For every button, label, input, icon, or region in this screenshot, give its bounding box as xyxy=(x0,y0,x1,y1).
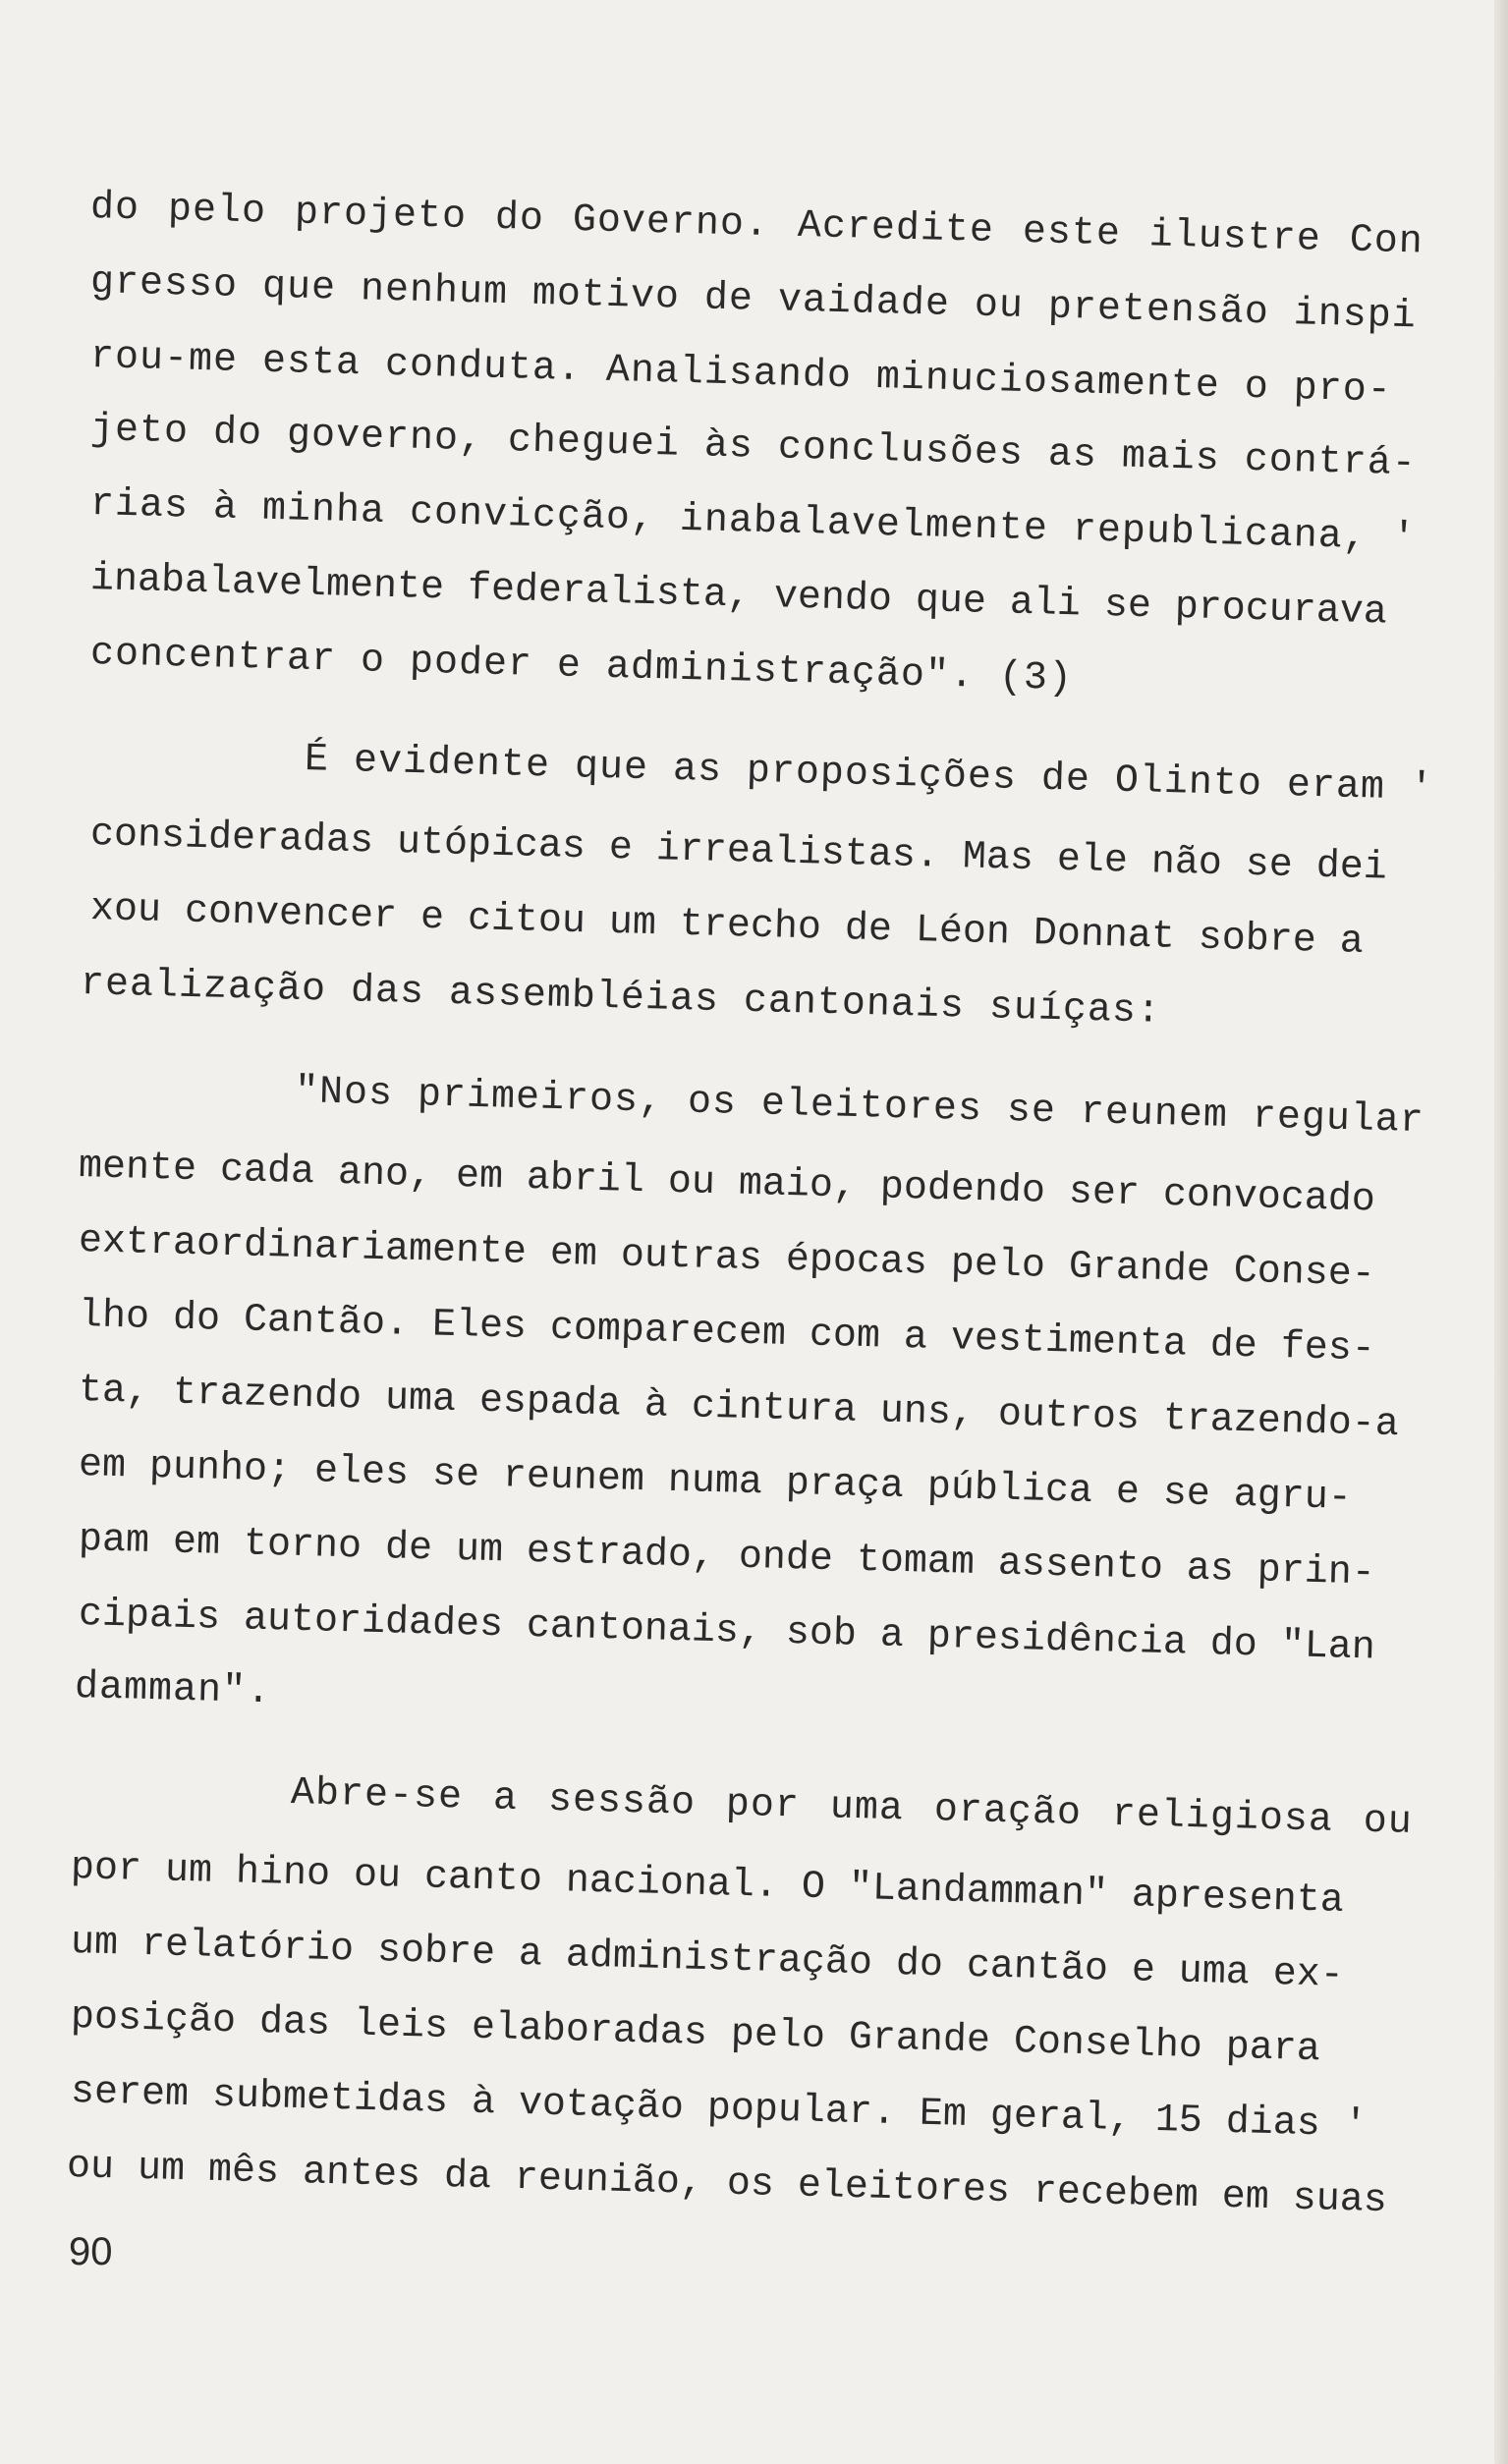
text-line: cipais autoridades cantonais, sob a presidência do "Lan xyxy=(78,1593,1376,1671)
text-line: ta, trazendo uma espada à cintura uns, outros trazendo-a xyxy=(78,1369,1400,1448)
text-line: ou um mês antes da reunião, os eleitores recebem em suas xyxy=(66,2145,1388,2224)
text-line: em punho; eles se reunem numa praça pública e se agru- xyxy=(78,1443,1353,1521)
text-line: mente cada ano, em abril ou maio, podendo ser convocado xyxy=(78,1145,1376,1223)
text-line: É evidente que as proposições de Olinto eram ' xyxy=(304,738,1435,812)
text-line: serem submetidas à votação popular. Em geral, 15 dias ' xyxy=(70,2070,1368,2149)
text-line: por um hino ou canto nacional. O "Landamman" apresenta xyxy=(70,1846,1345,1924)
text-line: "Nos primeiros, os eleitores se reunem regular xyxy=(294,1070,1425,1145)
text-line: rou-me esta conduta. Analisando minuciosamente o pro- xyxy=(89,335,1393,414)
text-line: Abre-se a sessão por uma oração religiosa ou xyxy=(290,1771,1414,1845)
text-line: consideradas utópicas e irrealistas. Mas ele não se dei xyxy=(89,812,1388,891)
text-line: concentrar o poder e administração". (3) xyxy=(89,632,1074,702)
text-line: do pelo projeto do Governo. Acredite este ilustre Con xyxy=(89,186,1424,265)
text-line: pam em torno de um estrado, onde tomam assento as prin- xyxy=(78,1518,1376,1596)
text-line: posição das leis elaboradas pelo Grande Conselho para xyxy=(70,1995,1321,2073)
page-number: 90 xyxy=(69,2230,113,2273)
text-line: extraordinariamente em outras épocas pelo Grande Conse- xyxy=(78,1219,1376,1298)
page-edge xyxy=(1494,0,1508,2464)
text-line: lho do Cantão. Eles comparecem com a vestimenta de fes- xyxy=(78,1294,1376,1372)
text-line: damman". xyxy=(74,1665,272,1715)
text-line: inabalavelmente federalista, vendo que ali se procurava xyxy=(89,557,1388,636)
text-line: jeto do governo, cheguei às conclusões as mais contrá- xyxy=(89,408,1418,487)
text-line: realização das assembléias cantonais suíças: xyxy=(80,962,1162,1035)
text-line: rias à minha convicção, inabalavelmente republicana, ' xyxy=(89,482,1418,562)
text-line: gresso que nenhum motivo de vaidade ou pretensão inspi xyxy=(89,260,1418,340)
text-line: xou convencer e citou um trecho de Léon Donnat sobre a xyxy=(89,887,1365,965)
text-line: um relatório sobre a administração do cantão e uma ex- xyxy=(70,1921,1345,1998)
